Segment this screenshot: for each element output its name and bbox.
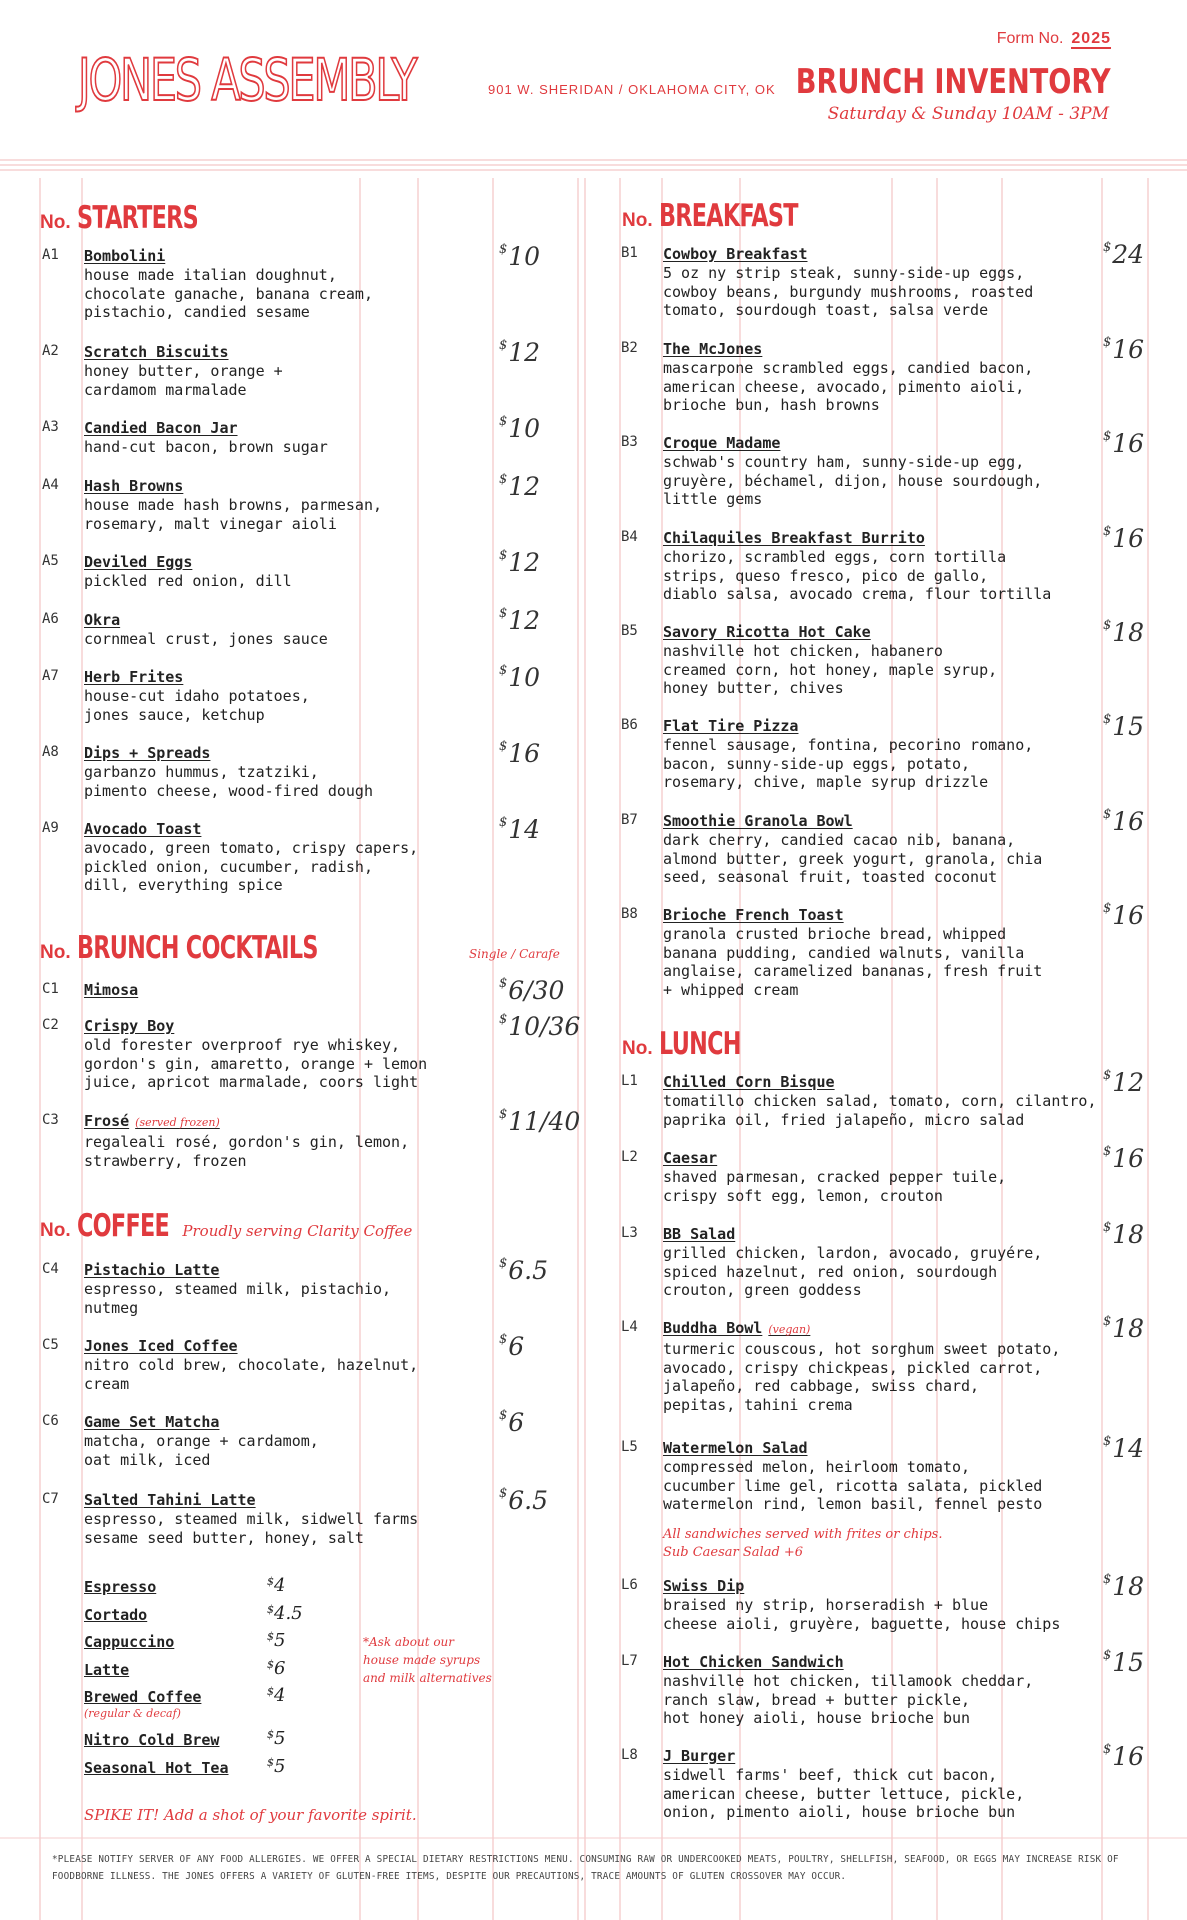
- item-code: C2: [42, 1017, 59, 1033]
- item-description: turmeric couscous, hot sorghum sweet potato, avocado, crispy chickpeas, pickled carrot, jalapeño, red cabbage, swiss chard, pepitas, tahini crema: [663, 1340, 1061, 1414]
- coffee-heading: [40, 1208, 412, 1244]
- list-item-name: Latte: [84, 1660, 130, 1679]
- item-description: chorizo, scrambled eggs, corn tortilla strips, queso fresco, pico de gallo, diablo salsa, avocado crema, flour tortilla: [663, 548, 1052, 603]
- list-item-price: $6: [267, 1657, 286, 1679]
- item-description: house-cut idaho potatoes, jones sauce, ketchup: [84, 687, 310, 724]
- item-code: A8: [42, 744, 59, 760]
- item-code: B5: [621, 623, 638, 639]
- item-description: nashville hot chicken, tillamook cheddar, ranch slaw, bread + butter pickle, hot honey aioli, house brioche bun: [663, 1672, 1034, 1727]
- list-item-name: Cortado: [84, 1605, 148, 1624]
- item-note: (served frozen): [135, 1116, 220, 1129]
- item-description: hand-cut bacon, brown sugar: [84, 438, 328, 456]
- item-price: $18: [1103, 1572, 1145, 1601]
- item-code: B6: [621, 717, 638, 733]
- item-description: shaved parmesan, cracked pepper tuile, crispy soft egg, lemon, crouton: [663, 1168, 1007, 1205]
- item-code: L8: [621, 1747, 638, 1763]
- item-description: honey butter, orange + cardamom marmalade: [84, 362, 283, 399]
- item-description: regaleali rosé, gordon's gin, lemon, strawberry, frozen: [84, 1133, 410, 1170]
- list-item: [84, 1755, 304, 1786]
- starters-heading: [40, 200, 245, 236]
- item-description: sidwell farms' beef, thick cut bacon, american cheese, butter lettuce, pickle, onion, pimento aioli, house brioche bun: [663, 1766, 1025, 1821]
- item-code: B3: [621, 434, 638, 450]
- list-item-price: $4: [267, 1575, 286, 1596]
- form-label: Form No.: [996, 30, 1064, 47]
- item-price: $16: [499, 739, 541, 768]
- menu-item: [621, 901, 1145, 999]
- list-item-price: $5: [267, 1630, 286, 1651]
- item-code: B8: [621, 906, 638, 922]
- item-price: $10: [499, 663, 541, 692]
- item-description: matcha, orange + cardamom, oat milk, iced: [84, 1432, 319, 1469]
- item-name: Bombolini: [84, 247, 166, 265]
- item-code: A7: [42, 668, 59, 684]
- item-description: mascarpone scrambled eggs, candied bacon, american cheese, avocado, pimento aioli, brioche bun, hash browns: [663, 359, 1034, 414]
- menu-item: [42, 1486, 549, 1547]
- restaurant-logo: JONES ASSEMBLY: [78, 46, 416, 114]
- item-price: $24: [1103, 240, 1145, 269]
- item-price: $16: [1103, 524, 1145, 553]
- item-description: pickled red onion, dill: [84, 572, 292, 590]
- coffee-tagline: Proudly serving Clarity Coffee: [182, 1222, 413, 1240]
- item-description: espresso, steamed milk, pistachio, nutmeg: [84, 1280, 392, 1317]
- list-item: [84, 1687, 304, 1730]
- section-title: COFFEE: [76, 1208, 169, 1244]
- item-code: B2: [621, 340, 638, 356]
- item-description: braised ny strip, horseradish + blue cheese aioli, gruyère, baguette, house chips: [663, 1596, 1061, 1633]
- address: 901 W. SHERIDAN / OKLAHOMA CITY, OK: [488, 82, 776, 97]
- menu-item: [42, 1408, 525, 1469]
- menu-item: [621, 1742, 1145, 1822]
- menu-item: [621, 712, 1145, 792]
- spike-note: SPIKE IT! Add a shot of your favorite spirit.: [84, 1806, 417, 1824]
- item-description: old forester overproof rye whiskey, gordon's gin, amaretto, orange + lemon juice, apricot marmalade, coors light: [84, 1036, 428, 1091]
- menu-item: [42, 815, 541, 895]
- cocktails-heading: [40, 930, 411, 966]
- item-price: $12: [499, 472, 541, 501]
- item-price: $16: [1103, 429, 1145, 458]
- item-price: $16: [1103, 335, 1145, 364]
- list-item: [84, 1602, 304, 1633]
- item-code: C1: [42, 981, 59, 997]
- menu-item: [42, 739, 541, 800]
- sandwich-note: All sandwiches served with frites or chips. Sub Caesar Salad +6: [663, 1527, 943, 1560]
- item-description: compressed melon, heirloom tomato, cucumber lime gel, ricotta salata, pickled watermelon rind, lemon basil, fennel pesto: [663, 1458, 1043, 1513]
- list-item: [84, 1657, 304, 1688]
- menu-item: [621, 335, 1145, 415]
- item-price: $14: [499, 815, 541, 844]
- item-code: L2: [621, 1149, 638, 1165]
- section-title: BREAKFAST: [658, 198, 798, 234]
- item-code: B7: [621, 812, 638, 828]
- menu-item: [42, 976, 565, 1005]
- menu-item: [621, 1068, 1145, 1129]
- section-title: STARTERS: [76, 200, 198, 236]
- menu-item: [621, 429, 1145, 509]
- item-name: Scratch Biscuits: [84, 343, 229, 361]
- item-code: L7: [621, 1653, 638, 1669]
- item-price: $11/40: [499, 1107, 581, 1136]
- syrup-note: *Ask about our house made syrups and milk alternatives: [363, 1635, 492, 1685]
- menu-item: [621, 524, 1145, 604]
- item-description: house made italian doughnut, chocolate ganache, banana cream, pistachio, candied sesame: [84, 266, 373, 321]
- item-description: house made hash browns, parmesan, rosemary, malt vinegar aioli: [84, 496, 383, 533]
- item-name: The McJones: [663, 340, 763, 358]
- hours: Saturday & Sunday 10AM - 3PM: [827, 104, 1109, 124]
- item-description: fennel sausage, fontina, pecorino romano, bacon, sunny-side-up eggs, potato, rosemary, chive, maple syrup drizzle: [663, 736, 1034, 791]
- item-description: nashville hot chicken, habanero creamed corn, hot honey, maple syrup, honey butter, chives: [663, 642, 998, 697]
- menu-item: [621, 807, 1145, 887]
- menu-item: [42, 1012, 581, 1092]
- item-name: Croque Madame: [663, 434, 781, 452]
- item-name: Deviled Eggs: [84, 553, 193, 571]
- item-name: Dips + Spreads: [84, 744, 211, 762]
- item-name: Cowboy Breakfast: [663, 245, 808, 263]
- list-item: [84, 1730, 304, 1758]
- menu-item: [42, 1256, 549, 1317]
- section-no: No.: [40, 942, 71, 963]
- item-price: $12: [499, 606, 541, 635]
- coffee-list: [84, 1577, 304, 1785]
- section-title: BRUNCH COCKTAILS: [76, 930, 318, 966]
- item-code: A5: [42, 553, 59, 569]
- item-name: Hot Chicken Sandwich: [663, 1653, 844, 1671]
- item-price: $16: [1103, 807, 1145, 836]
- list-item-name: Espresso: [84, 1578, 157, 1596]
- list-item: [84, 1577, 304, 1605]
- item-code: A3: [42, 419, 59, 435]
- item-name: BB Salad: [663, 1225, 736, 1243]
- item-code: L5: [621, 1439, 638, 1455]
- menu-item: [42, 1332, 525, 1393]
- item-description: espresso, steamed milk, sidwell farms sesame seed butter, honey, salt: [84, 1510, 419, 1547]
- item-code: B4: [621, 529, 638, 545]
- item-price: $16: [1103, 901, 1145, 930]
- item-description: nitro cold brew, chocolate, hazelnut, cream: [84, 1356, 419, 1393]
- item-price: $12: [1103, 1068, 1145, 1097]
- menu-item: [42, 606, 541, 649]
- item-price: $16: [1103, 1144, 1145, 1173]
- item-price: $6: [499, 1408, 525, 1437]
- item-description: cornmeal crust, jones sauce: [84, 630, 328, 648]
- item-code: L3: [621, 1225, 638, 1241]
- section-no: No.: [40, 1220, 71, 1241]
- item-name: Okra: [84, 611, 121, 629]
- item-name: Watermelon Salad: [663, 1439, 808, 1457]
- item-name: Hash Browns: [84, 477, 184, 495]
- item-price: $10: [499, 242, 541, 271]
- item-description: grilled chicken, lardon, avocado, gruyére, spiced hazelnut, red onion, sourdough crouton, green goddess: [663, 1244, 1043, 1299]
- menu-item: [621, 1648, 1145, 1728]
- item-price: $18: [1103, 618, 1145, 647]
- item-price: $16: [1103, 1742, 1145, 1771]
- item-name: Game Set Matcha: [84, 1413, 220, 1431]
- item-name: Flat Tire Pizza: [663, 717, 799, 735]
- item-code: L4: [621, 1319, 638, 1335]
- item-name: Smoothie Granola Bowl: [663, 812, 853, 830]
- form-number-value: 2025: [1071, 30, 1111, 47]
- item-description: avocado, green tomato, crispy capers, pickled onion, cucumber, radish, dill, everything spice: [84, 839, 419, 894]
- list-item-name: Seasonal Hot Tea: [84, 1758, 229, 1777]
- item-price: $6/30: [499, 976, 565, 1005]
- item-name: Frosé (served frozen): [84, 1112, 220, 1130]
- item-code: L1: [621, 1073, 638, 1089]
- section-no: No.: [622, 210, 653, 231]
- breakfast-heading: [622, 198, 851, 234]
- item-price: $10/36: [499, 1012, 581, 1041]
- section-title: LUNCH: [658, 1026, 741, 1062]
- list-item: [84, 1632, 304, 1660]
- item-price: $12: [499, 338, 541, 367]
- item-code: L6: [621, 1577, 638, 1593]
- list-item-name: Nitro Cold Brew: [84, 1731, 220, 1749]
- item-price: $18: [1103, 1314, 1145, 1343]
- item-name: Brioche French Toast: [663, 906, 844, 924]
- item-description: tomatillo chicken salad, tomato, corn, cilantro, paprika oil, fried jalapeño, micro salad: [663, 1092, 1097, 1129]
- list-item-note: (regular & decaf): [84, 1707, 181, 1720]
- item-name: Avocado Toast: [84, 820, 202, 838]
- list-item-price: $4.5: [267, 1602, 303, 1624]
- item-code: A6: [42, 611, 59, 627]
- menu-item: [42, 242, 541, 322]
- page-title: BRUNCH INVENTORY: [796, 62, 1111, 102]
- section-no: No.: [622, 1038, 653, 1059]
- item-name: Candied Bacon Jar: [84, 419, 238, 437]
- menu-item: [621, 618, 1145, 698]
- item-code: A4: [42, 477, 59, 493]
- list-item-price: $5: [267, 1728, 286, 1749]
- list-item-name: Cappuccino: [84, 1633, 175, 1651]
- item-description: granola crusted brioche bread, whipped banana pudding, candied walnuts, vanilla anglaise, caramelized bananas, fresh fruit + whipped cream: [663, 925, 1043, 999]
- item-name: Mimosa: [84, 981, 139, 999]
- menu-item: [42, 1107, 581, 1170]
- menu-item: [42, 414, 541, 457]
- item-price: $18: [1103, 1220, 1145, 1249]
- section-no: No.: [40, 212, 71, 233]
- menu-item: [42, 472, 541, 533]
- list-item-price: $5: [267, 1755, 286, 1777]
- menu-item: [42, 663, 541, 724]
- item-name: Buddha Bowl (vegan): [663, 1319, 811, 1337]
- item-description: dark cherry, candied cacao nib, banana, almond butter, greek yogurt, granola, chia seed, seasonal fruit, toasted coconut: [663, 831, 1043, 886]
- item-price: $6: [499, 1332, 525, 1361]
- menu-item: [42, 338, 541, 399]
- item-code: B1: [621, 245, 638, 261]
- list-item-price: $4: [267, 1685, 286, 1706]
- item-name: Crispy Boy: [84, 1017, 175, 1035]
- form-number: [997, 30, 1111, 48]
- item-code: C7: [42, 1491, 59, 1507]
- menu-item: [621, 1144, 1145, 1205]
- item-price: $15: [1103, 1648, 1145, 1677]
- item-name: J Burger: [663, 1747, 736, 1765]
- item-code: A9: [42, 820, 59, 836]
- size-note: Single / Carafe: [469, 947, 560, 961]
- item-name: Jones Iced Coffee: [84, 1337, 238, 1355]
- item-code: A2: [42, 343, 59, 359]
- item-price: $12: [499, 548, 541, 577]
- list-item-name: Brewed Coffee: [84, 1688, 202, 1706]
- item-name: Swiss Dip: [663, 1577, 745, 1595]
- item-name: Chilaquiles Breakfast Burrito: [663, 529, 925, 547]
- item-code: C6: [42, 1413, 59, 1429]
- item-name: Herb Frites: [84, 668, 184, 686]
- menu-item: [621, 1434, 1145, 1514]
- item-code: C4: [42, 1261, 59, 1277]
- item-price: $10: [499, 414, 541, 443]
- item-name: Pistachio Latte: [84, 1261, 220, 1279]
- item-name: Chilled Corn Bisque: [663, 1073, 835, 1091]
- menu-item: [621, 1314, 1145, 1414]
- item-price: $6.5: [499, 1256, 549, 1285]
- menu-item: [621, 1220, 1145, 1300]
- item-name: Caesar: [663, 1149, 718, 1167]
- menu-item: [621, 1572, 1145, 1633]
- item-price: $14: [1103, 1434, 1145, 1463]
- item-description: 5 oz ny strip steak, sunny-side-up eggs, cowboy beans, burgundy mushrooms, roasted tomato, sourdough toast, salsa verde: [663, 264, 1034, 319]
- item-note: (vegan): [768, 1323, 811, 1336]
- menu-item: [621, 240, 1145, 320]
- item-code: C3: [42, 1112, 59, 1128]
- lunch-heading: [622, 1026, 772, 1062]
- item-name: Salted Tahini Latte: [84, 1491, 256, 1509]
- item-code: A1: [42, 247, 59, 263]
- item-name: Savory Ricotta Hot Cake: [663, 623, 871, 641]
- item-price: $6.5: [499, 1486, 549, 1515]
- item-description: schwab's country ham, sunny-side-up egg, gruyère, béchamel, dijon, house sourdough, little gems: [663, 453, 1043, 508]
- item-price: $15: [1103, 712, 1145, 741]
- item-description: garbanzo hummus, tzatziki, pimento cheese, wood-fired dough: [84, 763, 373, 800]
- item-code: C5: [42, 1337, 59, 1353]
- menu-item: [42, 548, 541, 591]
- allergy-disclaimer: *PLEASE NOTIFY SERVER OF ANY FOOD ALLERGIES. WE OFFER A SPECIAL DIETARY RESTRICTIONS MENU. CONSUMING RAW OR UNDERCOOKED MEATS, POULTRY, SHELLFISH, SEAFOOD, OR EGGS MAY INCREASE RISK OF FOODBORNE ILLNESS. THE JONES OFFERS A VARIETY OF GLUTEN-FREE ITEMS, DESPITE OUR PRECAUTIONS, TRACE AMOUNTS OF GLUTEN CROSSOVER MAY OCCUR.: [52, 1854, 1119, 1882]
